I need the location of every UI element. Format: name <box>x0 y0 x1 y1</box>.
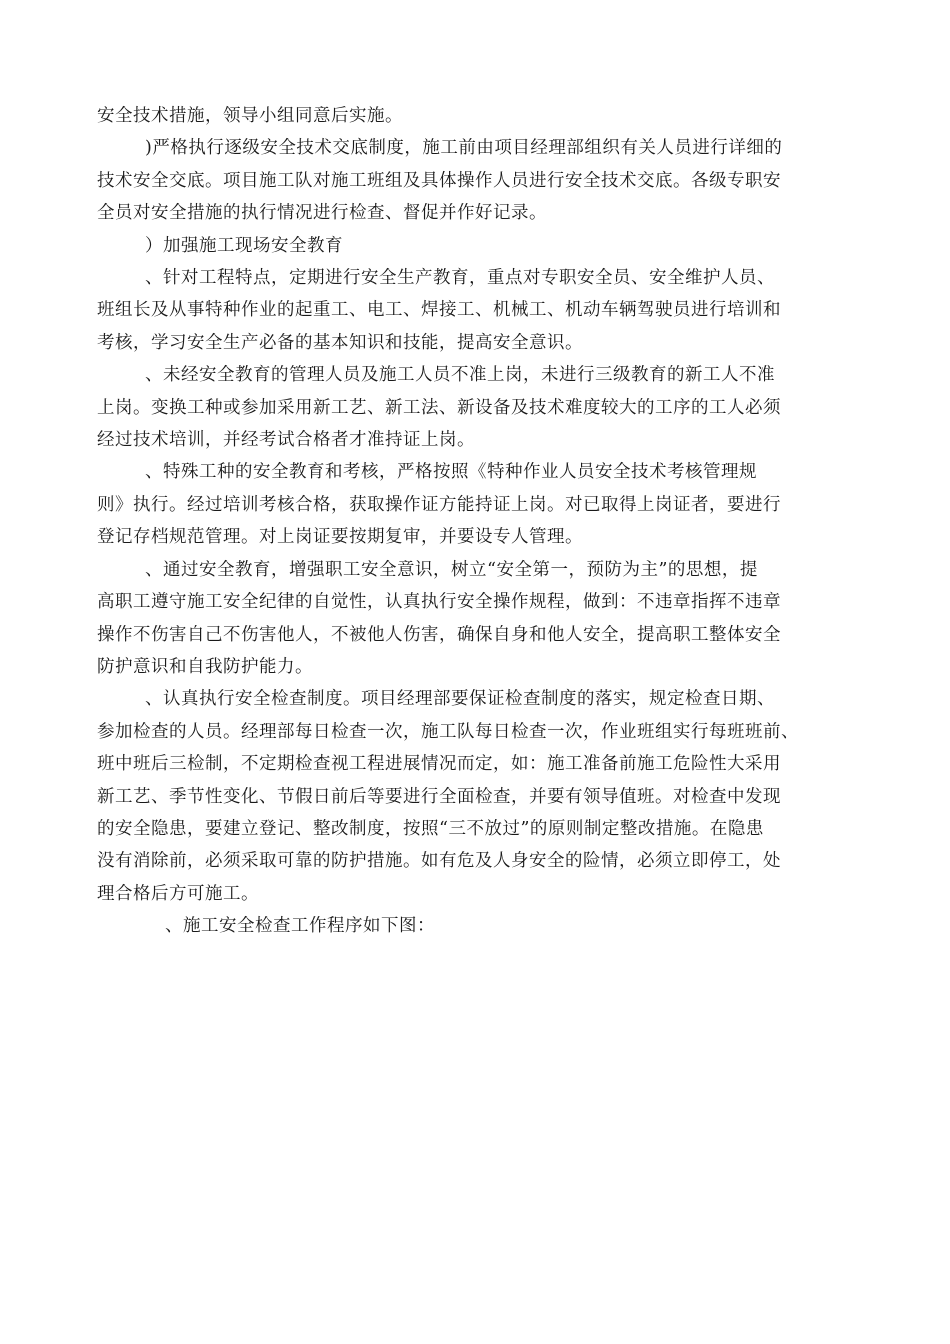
text-line: 、特殊工种的安全教育和考核，严格按照《特种作业人员安全技术考核管理规 <box>145 462 757 483</box>
paragraph <box>97 456 839 553</box>
text-line: 没有消除前，必须采取可靠的防护措施。如有危及人身安全的险情，必须立即停工，处 <box>97 851 781 872</box>
text-line: )严格执行逐级安全技术交底制度，施工前由项目经理部组织有关人员进行详细的 <box>145 138 783 159</box>
text-line: 技术安全交底。项目施工队对施工班组及具体操作人员进行安全技术交底。各级专职安 <box>97 170 781 191</box>
text-line: 高职工遵守施工安全纪律的自觉性，认真执行安全操作规程，做到：不违章指挥不违章 <box>97 592 781 613</box>
text-line: 、未经安全教育的管理人员及施工人员不准上岗，未进行三级教育的新工人不准 <box>145 365 775 386</box>
body-text <box>97 100 839 943</box>
paragraph <box>97 262 839 359</box>
text-line: 全员对安全措施的执行情况进行检查、督促并作好记录。 <box>97 203 547 224</box>
text-line: 参加检查的人员。经理部每日检查一次，施工队每日检查一次，作业班组实行每班班前、 <box>97 721 799 742</box>
text-line: 、通过安全教育，增强职工安全意识，树立“安全第一，预防为主”的思想，提 <box>145 559 758 580</box>
text-line: 经过技术培训，并经考试合格者才准持证上岗。 <box>97 430 475 451</box>
text-line: 的安全隐患，要建立登记、整改制度，按照“三不放过”的原则制定整改措施。在隐患 <box>97 818 764 839</box>
paragraph <box>97 100 839 132</box>
section-heading: ）加强施工现场安全教育 <box>145 235 343 256</box>
paragraph <box>97 132 839 229</box>
text-line: 防护意识和自我防护能力。 <box>97 656 313 677</box>
text-line: 班组长及从事特种作业的起重工、电工、焊接工、机械工、机动车辆驾驶员进行培训和 <box>97 300 781 321</box>
text-line: 班中班后三检制，不定期检查视工程进展情况而定，如：施工准备前施工危险性大采用 <box>97 754 781 775</box>
text-line: 、施工安全检查工作程序如下图： <box>165 916 435 937</box>
text-line: 、针对工程特点，定期进行安全生产教育，重点对专职安全员、安全维护人员、 <box>145 268 775 289</box>
text-line: 安全技术措施，领导小组同意后实施。 <box>97 106 403 126</box>
paragraph <box>97 230 839 262</box>
paragraph <box>97 359 839 456</box>
text-line: 、认真执行安全检查制度。项目经理部要保证检查制度的落实，规定检查日期、 <box>145 689 775 710</box>
text-line: 理合格后方可施工。 <box>97 883 259 904</box>
paragraph <box>97 910 839 942</box>
text-line: 则》执行。经过培训考核合格，获取操作证方能持证上岗。对已取得上岗证者，要进行 <box>97 494 781 515</box>
text-line: 考核，学习安全生产必备的基本知识和技能，提高安全意识。 <box>97 332 583 353</box>
text-line: 新工艺、季节性变化、节假日前后等要进行全面检查，并要有领导值班。对检查中发现 <box>97 786 781 807</box>
text-line: 操作不伤害自己不伤害他人，不被他人伤害，确保自身和他人安全，提高职工整体安全 <box>97 624 781 645</box>
text-line: 上岗。变换工种或参加采用新工艺、新工法、新设备及技术难度较大的工序的工人必须 <box>97 397 781 418</box>
paragraph <box>97 683 839 910</box>
text-line: 登记存档规范管理。对上岗证要按期复审，并要设专人管理。 <box>97 527 583 548</box>
paragraph <box>97 554 839 684</box>
